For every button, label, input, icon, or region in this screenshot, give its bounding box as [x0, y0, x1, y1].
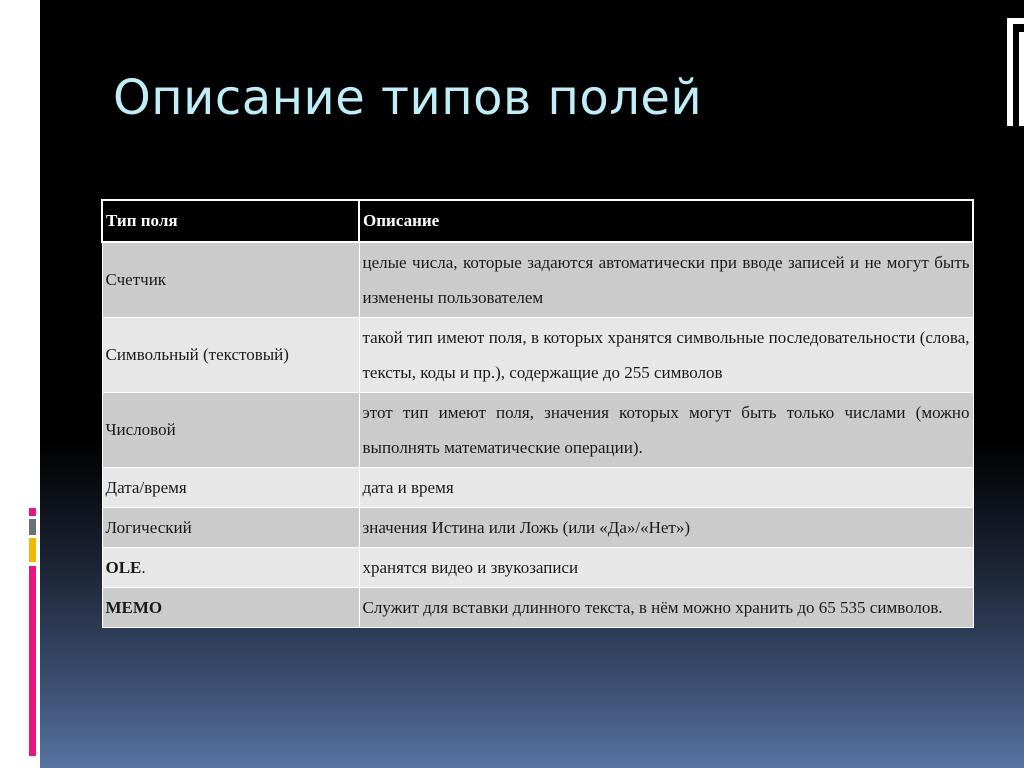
field-type-name: Счетчик	[105, 270, 167, 289]
description-cell: этот тип имеют поля, значения которых могут быть только числами (можно выполнять математические операции).	[359, 393, 973, 468]
table-row	[102, 588, 973, 628]
accent-bar-yellow	[29, 538, 36, 562]
field-type-cell	[102, 468, 359, 508]
table-row	[102, 393, 973, 468]
table-row	[102, 242, 973, 318]
header-field-type: Тип поля	[102, 200, 359, 242]
slide-title: Описание типов полей	[113, 70, 703, 126]
table-row	[102, 548, 973, 588]
field-type-name: OLE	[105, 557, 142, 577]
field-type-cell	[102, 548, 359, 588]
table-header-row	[102, 200, 973, 242]
field-type-cell	[102, 393, 359, 468]
field-type-name: Символьный (текстовый)	[105, 345, 289, 364]
header-description: Описание	[359, 200, 973, 242]
description-cell: дата и время	[359, 468, 973, 508]
accent-bar-pink	[29, 566, 36, 756]
table-row	[102, 508, 973, 548]
field-types-table	[101, 199, 974, 628]
decorative-frame-corner	[1007, 18, 1024, 126]
description-cell: целые числа, которые задаются автоматически при вводе записей и не могут быть изменены пользователем	[359, 242, 973, 318]
field-type-cell	[102, 588, 359, 628]
field-type-name: Дата/время	[105, 477, 187, 497]
field-type-name: MEMO	[105, 597, 163, 617]
description-cell: Служит для вставки длинного текста, в нём можно хранить до 65 535 символов.	[359, 588, 973, 628]
description-cell: хранятся видео и звукозаписи	[359, 548, 973, 588]
field-type-name: Числовой	[105, 420, 176, 439]
field-type-cell	[102, 242, 359, 318]
table-row	[102, 318, 973, 393]
description-cell: такой тип имеют поля, в которых хранятся символьные последовательности (слова, тексты, коды и пр.), содержащие до 255 символов	[359, 318, 973, 393]
description-cell: значения Истина или Ложь (или «Да»/«Нет»)	[359, 508, 973, 548]
table-row	[102, 468, 973, 508]
field-type-name: Логический	[105, 517, 192, 537]
field-type-cell	[102, 318, 359, 393]
field-type-cell	[102, 508, 359, 548]
field-type-suffix: .	[141, 557, 146, 577]
accent-bar-gray	[29, 519, 36, 535]
accent-bar-pink-top	[29, 508, 36, 516]
